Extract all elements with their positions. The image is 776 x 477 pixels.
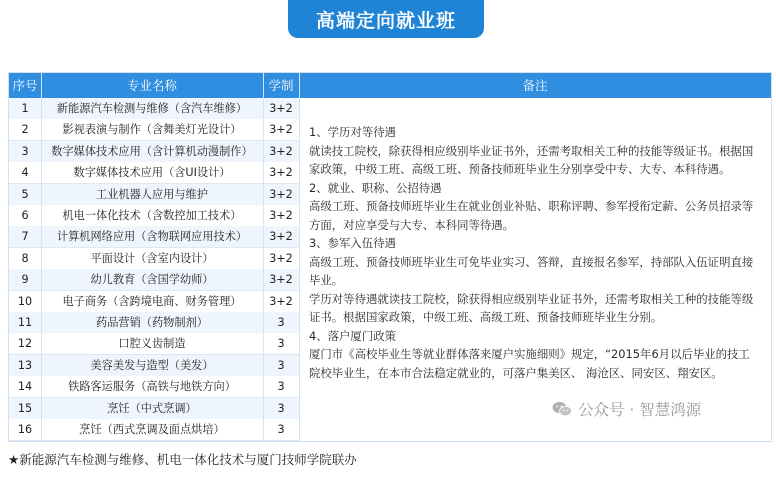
row-number: 11 [17, 316, 33, 329]
row-divider [9, 440, 299, 441]
table-body [9, 98, 299, 441]
row-years: 3+2 [269, 273, 293, 287]
row-number: 10 [17, 294, 33, 308]
row-years: 3+2 [269, 230, 293, 244]
table-row [9, 312, 299, 333]
header-major: 专业名称 [126, 78, 177, 93]
header-no: 序号 [12, 78, 38, 93]
row-years: 3+2 [269, 187, 293, 201]
table-row [9, 419, 299, 440]
row-major: 铁路客运服务（高铁与地铁方向） [68, 380, 236, 394]
row-major: 机电一体化技术（含数控加工技术） [62, 209, 242, 222]
row-major: 工业机器人应用与维护 [96, 187, 208, 201]
row-number: 3 [21, 144, 29, 158]
row-years: 3 [277, 401, 285, 415]
table-row [9, 184, 299, 205]
table-row [9, 376, 299, 397]
table-row [9, 162, 299, 183]
row-years: 3 [277, 423, 285, 436]
row-years: 3+2 [269, 209, 293, 222]
row-number: 6 [21, 209, 29, 222]
column-divider [263, 73, 264, 441]
row-number: 13 [17, 358, 33, 372]
row-number: 4 [21, 166, 29, 180]
notes-paragraph: 4、落户厦门政策 [309, 328, 396, 343]
row-major: 数字媒体技术应用（含计算机动漫制作） [51, 144, 253, 158]
row-major: 平面设计（含室内设计） [90, 251, 214, 265]
wechat-icon [552, 401, 572, 417]
row-years: 3+2 [269, 166, 293, 180]
table-row [9, 398, 299, 419]
watermark-text: 公众号 · 智慧鸿源 [578, 401, 702, 419]
table-row [9, 333, 299, 354]
row-major: 口腔义齿制造 [118, 337, 186, 351]
notes-cell [309, 123, 759, 382]
row-years: 3 [277, 316, 285, 329]
row-number: 12 [17, 337, 33, 351]
table-row [9, 205, 299, 226]
notes-paragraph: 1、学历对等待遇 [309, 125, 396, 139]
row-major: 药品营销（药物制剂） [96, 316, 208, 329]
row-number: 9 [21, 273, 29, 287]
row-number: 16 [17, 423, 33, 436]
row-major: 数字媒体技术应用（含UI设计） [73, 166, 231, 180]
table-row [9, 119, 299, 140]
row-major: 新能源汽车检测与维修（含汽车维修） [56, 102, 248, 115]
footnote: ★新能源汽车检测与维修、机电一体化技术与厦门技师学院联办 [8, 452, 357, 467]
row-years: 3+2 [269, 102, 293, 115]
table-row [9, 141, 299, 162]
row-number: 5 [21, 187, 29, 201]
table-header [9, 73, 771, 98]
row-number: 7 [21, 230, 29, 244]
page-title: 高端定向就业班 [315, 9, 456, 32]
notes-paragraph: 2、就业、职称、公招待遇 [309, 180, 442, 195]
notes-paragraph: 3、参军入伍待遇 [309, 236, 396, 250]
row-years: 3 [277, 380, 285, 394]
notes-paragraph: 厦门市《高校毕业生等就业群体落来厦户实施细则》规定，“2015年6月以后毕业的技工院校毕业生，在本市合法稳定就业的，可落户集美区、 海沧区、同安区、翔安区。 [309, 347, 750, 380]
program-table [8, 72, 772, 442]
table-row [9, 291, 299, 312]
table-row [9, 98, 299, 119]
row-number: 15 [17, 401, 33, 415]
title-banner [288, 0, 484, 38]
row-years: 3+2 [269, 294, 293, 308]
column-divider [41, 73, 42, 441]
row-major: 烹饪（西式烹调及面点烘培） [79, 423, 225, 436]
table-row [9, 355, 299, 376]
table-row [9, 248, 299, 269]
row-major: 幼儿教育（含国学幼师） [90, 273, 214, 287]
column-divider [299, 73, 300, 441]
row-number: 1 [21, 102, 29, 115]
row-number: 8 [21, 251, 29, 265]
notes-paragraph: 高级工班、预备技师班毕业生可免毕业实习、答辩，直接报名参军，持部队入伍证明直接毕业。 [309, 254, 754, 287]
row-years: 3 [277, 337, 285, 351]
row-major: 美容美发与造型（美发） [90, 358, 214, 372]
header-notes: 备注 [522, 78, 548, 93]
row-major: 计算机网络应用（含物联网应用技术） [56, 230, 248, 244]
watermark [552, 398, 701, 420]
row-years: 3+2 [269, 144, 293, 158]
row-years: 3+2 [269, 251, 293, 265]
notes-paragraph: 就读技工院校，除获得相应级别毕业证书外，还需考取相关工种的技能等级证书。根据国家政策，中级工班、高级工班、预备技师班毕业生分别享受中专、大专、本科待遇。 [309, 143, 754, 176]
notes-paragraph: 学历对等待遇就读技工院校，除获得相应级别毕业证书外，还需考取相关工种的技能等级证书。根据国家政策，中级工班、高级工班、预备技师班毕业生分别。 [309, 291, 754, 324]
row-major: 烹饪（中式烹调） [107, 401, 197, 415]
row-number: 14 [17, 380, 33, 394]
row-major: 影视表演与制作（含舞美灯光设计） [62, 123, 242, 137]
header-years: 学制 [268, 78, 294, 93]
row-years: 3 [277, 358, 285, 372]
row-years: 3+2 [269, 123, 293, 137]
row-number: 2 [21, 123, 29, 137]
table-row [9, 226, 299, 247]
table-row [9, 269, 299, 290]
row-major: 电子商务（含跨境电商、财务管理） [62, 294, 242, 308]
notes-paragraph: 高级工班、预备技师班毕业生在就业创业补贴、职称评聘、参军授衔定薪、公务员招录等方面，对应享受与大专、本科同等待遇。 [309, 199, 754, 232]
